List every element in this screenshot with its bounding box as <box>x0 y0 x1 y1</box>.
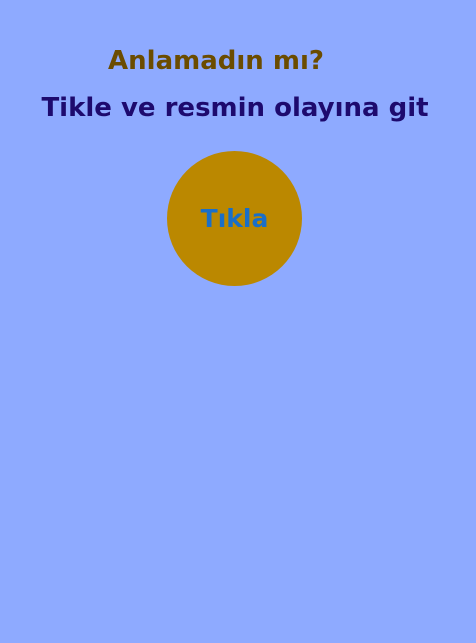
click-button[interactable] <box>167 151 302 286</box>
click-button-label: Tıkla <box>200 204 269 233</box>
question-heading: Anlamadın mı? <box>108 46 324 76</box>
instruction-heading: Tikle ve resmin olayına git <box>41 93 429 123</box>
